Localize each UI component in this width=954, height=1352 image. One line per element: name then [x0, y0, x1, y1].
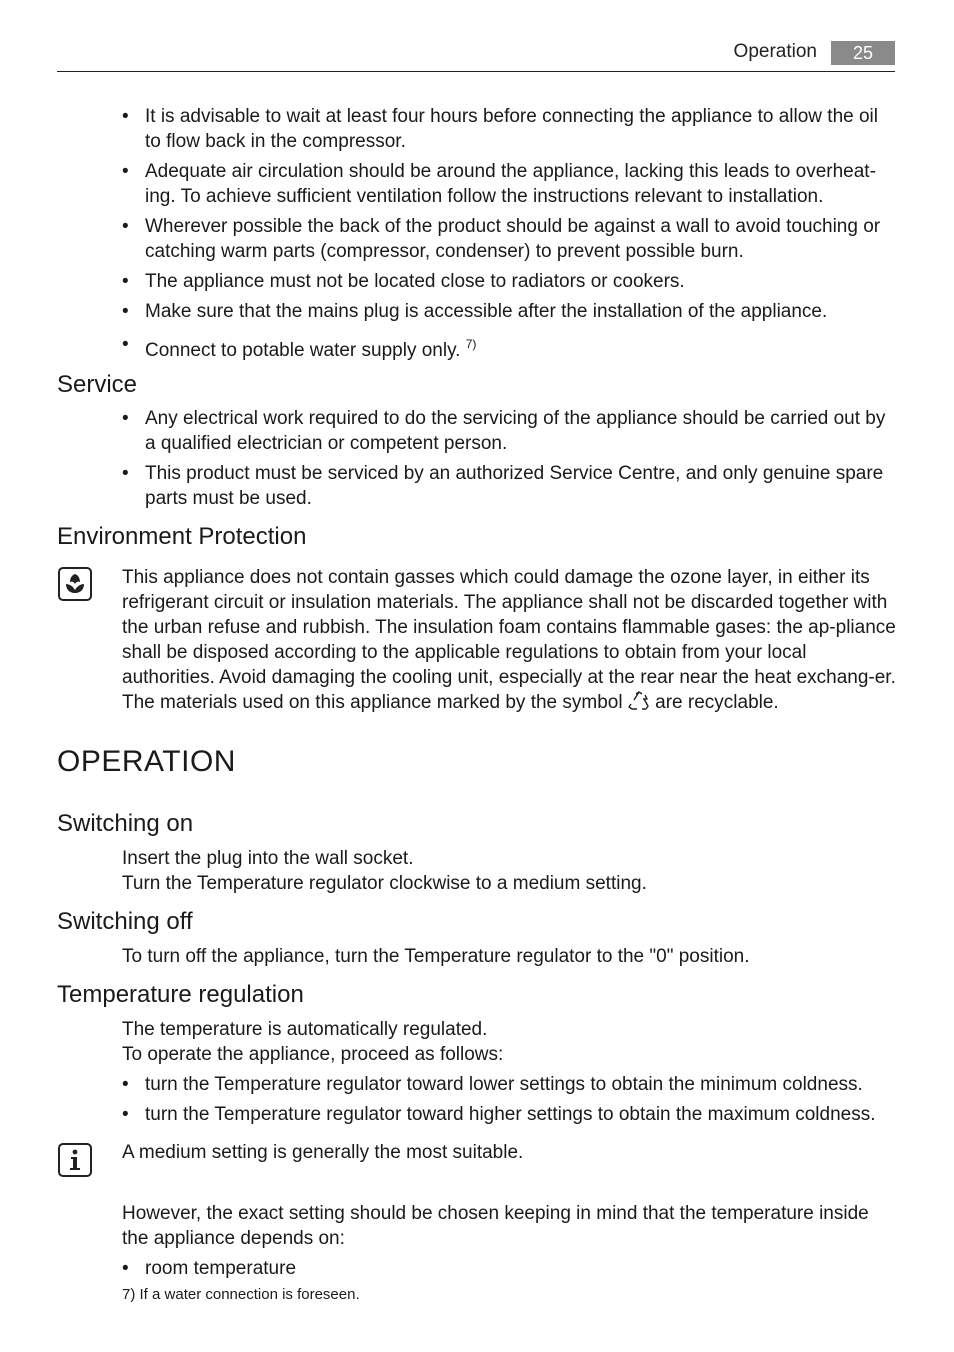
- page-header: [57, 38, 895, 72]
- switching-on-text: Insert the plug into the wall socket. Turn the Temperature regulator clockwise to a medium setting.: [122, 848, 647, 894]
- service-bullets: [122, 406, 897, 516]
- header-section-title: Operation: [733, 41, 817, 62]
- service-heading: Service: [57, 371, 138, 398]
- list-item: • Wherever possible the back of the product should be against a wall to avoid touching or catching warm parts (compressor, condenser) to prevent possible burn.: [122, 214, 897, 264]
- list-item: • Adequate air circulation should be around the appliance, lacking this leads to overheat-ing. To achieve sufficient ventilation follow the instructions relevant to installation.: [122, 159, 897, 209]
- operation-title: OPERATION: [57, 745, 236, 778]
- environment-icon: [58, 567, 92, 601]
- temperature-regulation-heading: Temperature regulation: [57, 981, 304, 1008]
- footnote: 7) If a water connection is foreseen.: [122, 1286, 360, 1303]
- environment-heading: Environment Protection: [57, 523, 307, 550]
- list-item: • room temperature: [122, 1256, 897, 1281]
- environment-paragraph: This appliance does not contain gasses which could damage the ozone layer, in either its refrigerant circuit or insulation materials. The appliance shall not be discarded together with the urban refuse and rubbish. The insulation foam contains flammable gases: the ap-pliance shall be disposed according to the applicable regulations to obtain from your local authorities. Avoid damaging the cooling unit, especially at the rear near the heat exchang-er. The materials used on this appliance marked by the symbol are recyclable.: [122, 567, 896, 713]
- recycle-icon: [628, 691, 650, 711]
- temperature-regulation-text: The temperature is automatically regulated. To operate the appliance, proceed as follows: • turn the Temperature regulator toward lower settings to obtain the minimum coldness. • turn the Temperature regulator toward higher settings to obtain the maximum coldness.: [122, 1017, 897, 1132]
- page-number: 25: [831, 41, 895, 65]
- list-item: • Any electrical work required to do the servicing of the appliance should be carried out by a qualified electrician or competent person.: [122, 406, 897, 456]
- info-text: A medium setting is generally the most suitable.: [122, 1142, 524, 1163]
- list-item: • It is advisable to wait at least four hours before connecting the appliance to allow the oil to flow back in the compressor.: [122, 104, 897, 154]
- switching-off-text: To turn off the appliance, turn the Temperature regulator to the "0" position.: [122, 946, 750, 967]
- intro-bullets: [122, 104, 897, 368]
- switching-on-heading: Switching on: [57, 810, 194, 837]
- list-item: • turn the Temperature regulator toward lower settings to obtain the minimum coldness.: [122, 1072, 897, 1097]
- list-item: • Connect to potable water supply only. $^{7)}$: [122, 332, 897, 363]
- list-item: • Make sure that the mains plug is accessible after the installation of the appliance.: [122, 299, 897, 324]
- list-item: • The appliance must not be located close to radiators or cookers.: [122, 269, 897, 294]
- footnote-ref: 7): [465, 337, 477, 351]
- list-item: • This product must be serviced by an authorized Service Centre, and only genuine spare parts must be used.: [122, 461, 897, 511]
- list-item: • turn the Temperature regulator toward higher settings to obtain the maximum coldness.: [122, 1102, 897, 1127]
- info-icon: [58, 1143, 92, 1177]
- however-text: However, the exact setting should be chosen keeping in mind that the temperature inside the appliance depends on: • room temperature: [122, 1201, 897, 1286]
- switching-off-heading: Switching off: [57, 908, 193, 935]
